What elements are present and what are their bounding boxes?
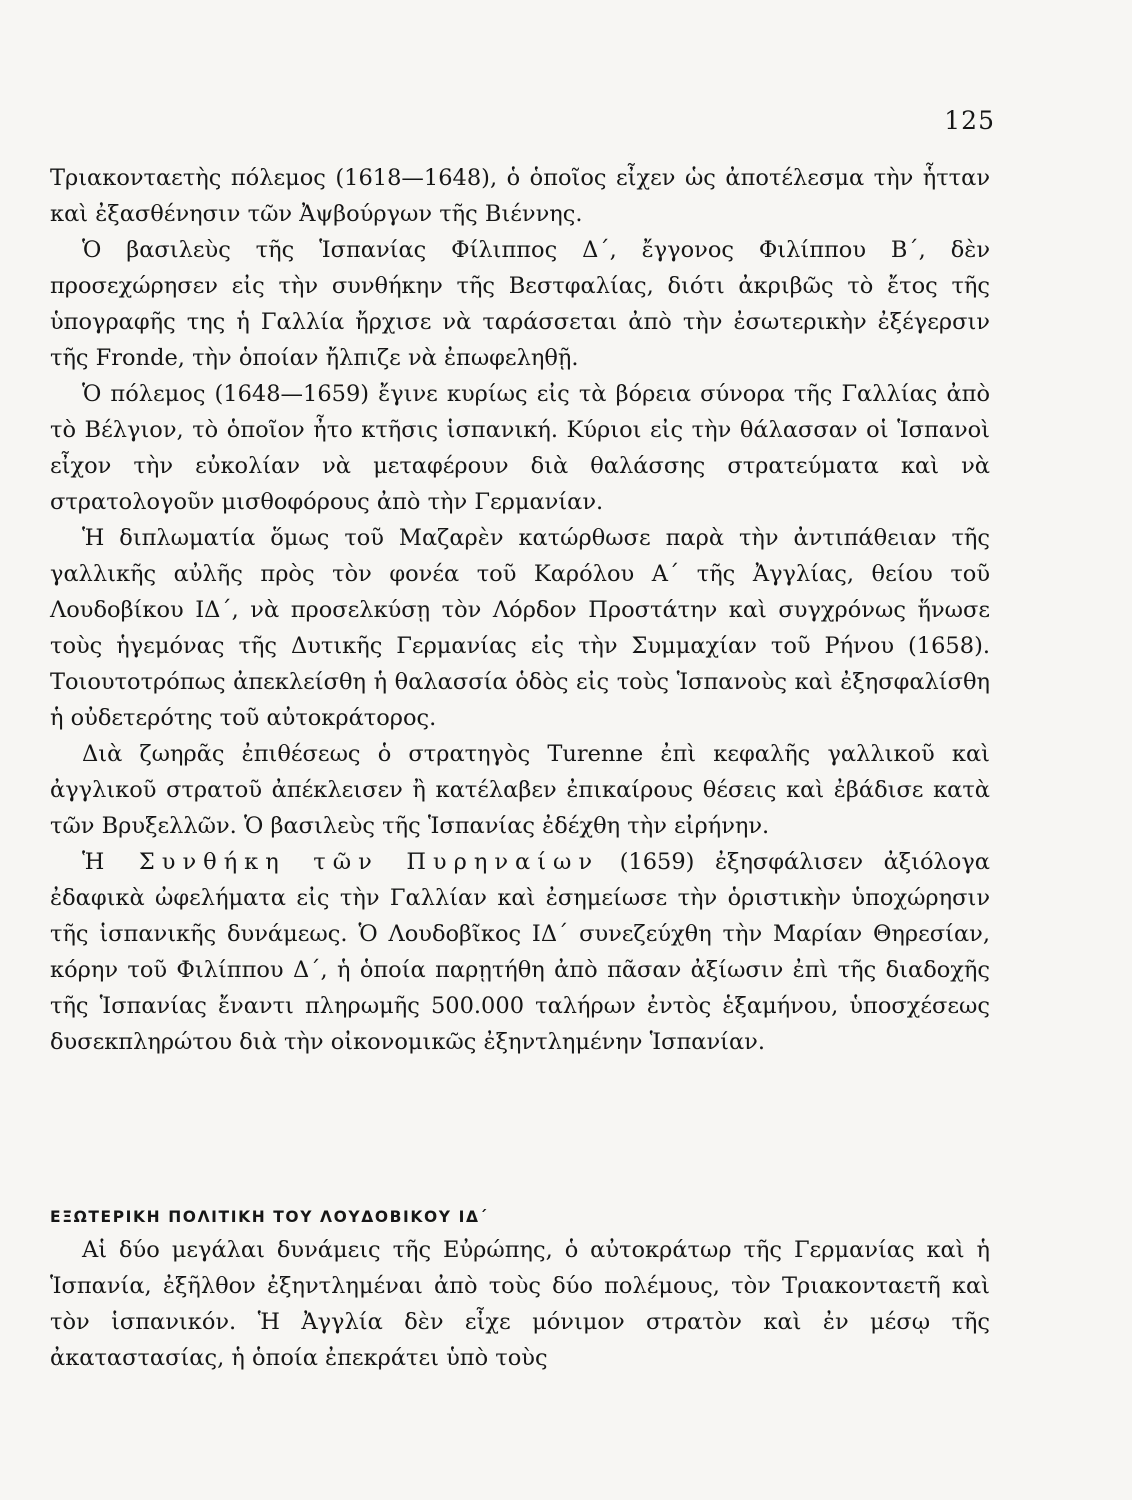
treaty-name: Ἡ Συνθήκη τῶν Πυρηναίων — [82, 849, 600, 875]
section-heading: ΕΞΩΤΕΡΙΚΗ ΠΟΛΙΤΙΚΗ ΤΟΥ ΛΟΥΔΟΒΙΚΟΥ ΙΔ΄ — [50, 1208, 488, 1226]
page-number: 125 — [944, 106, 995, 135]
body-text — [50, 160, 990, 1060]
paragraph-turenne: Διὰ ζωηρᾶς ἐπιθέσεως ὁ στρατηγὸς Turenne ἐπὶ κεφαλῆς γαλλικοῦ καὶ ἀγγλικοῦ στρατοῦ ἀπέκλεισεν ἢ κατέλαβεν ἐπικαίρους θέσεις καὶ ἐβάδισε κατὰ τῶν Βρυξελλῶν. Ὁ βασιλεὺς τῆς Ἱσπανίας ἐδέχθη τὴν εἰρήνην. — [50, 741, 990, 839]
paragraph-war-1648-1659: Ὁ πόλεμος (1648—1659) ἔγινε κυρίως εἰς τὰ βόρεια σύνορα τῆς Γαλλίας ἀπὸ τὸ Βέλγιον, τὸ ὁποῖον ἦτο κτῆσις ἱσπανική. Κύριοι εἰς τὴν θάλασσαν οἱ Ἱσπανοὶ εἶχον τὴν εὐκολίαν νὰ μεταφέρουν διὰ θαλάσσης στρατεύματα καὶ νὰ στρατολογοῦν μισθοφόρους ἀπὸ τὴν Γερμανίαν. — [50, 381, 990, 515]
treaty-text: (1659) ἐξησφάλισεν ἀξιόλογα ἐδαφικὰ ὠφελήματα εἰς τὴν Γαλλίαν καὶ ἐσημείωσε τὴν ὁριστικὴν ὑποχώρησιν τῆς ἱσπανικῆς δυνάμεως. Ὁ Λουδοβῖκος ΙΔ΄ συνεζεύχθη τὴν Μαρίαν Θηρεσίαν, κόρην τοῦ Φιλίππου Δ΄, ἡ ὁποία παρῃτήθη ἀπὸ πᾶσαν ἀξίωσιν ἐπὶ τῆς διαδοχῆς τῆς Ἱσπανίας ἔναντι πληρωμῆς 500.000 ταλήρων ἐντὸς ἑξαμήνου, ὑποσχέσεως δυσεκπληρώτου διὰ τὴν οἰκονομικῶς ἐξηντλημένην Ἱσπανίαν. — [50, 849, 990, 1055]
paragraph-mazarin-diplomacy: Ἡ διπλωματία ὅμως τοῦ Μαζαρὲν κατώρθωσε παρὰ τὴν ἀντιπάθειαν τῆς γαλλικῆς αὐλῆς πρὸς τὸν φονέα τοῦ Καρόλου Α΄ τῆς Ἀγγλίας, θείου τοῦ Λουδοβίκου ΙΔ΄, νὰ προσελκύσῃ τὸν Λόρδον Προστάτην καὶ συγχρόνως ἥνωσε τοὺς ἡγεμόνας τῆς Δυτικῆς Γερμανίας εἰς τὴν Συμμαχίαν τοῦ Ρήνου (1658). Τοιουτοτρόπως ἀπεκλείσθη ἡ θαλασσία ὁδὸς εἰς τοὺς Ἱσπανοὺς καὶ ἐξησφαλίσθη ἡ οὐδετερότης τοῦ αὐτοκράτορος. — [50, 525, 990, 731]
paragraph-continuation: Τριακονταετὴς πόλεμος (1618—1648), ὁ ὁποῖος εἶχεν ὡς ἀποτέλεσμα τὴν ἧτταν καὶ ἐξασθένησιν τῶν Ἀψβούργων τῆς Βιέννης. — [50, 165, 990, 227]
paragraph-treaty-pyrenees — [50, 844, 990, 1060]
section-body-text — [50, 1232, 990, 1376]
paragraph-foreign-policy: Αἱ δύο μεγάλαι δυνάμεις τῆς Εὐρώπης, ὁ αὐτοκράτωρ τῆς Γερμανίας καὶ ἡ Ἱσπανία, ἐξῆλθον ἐξηντλημέναι ἀπὸ τοὺς δύο πολέμους, τὸν Τριακονταετῆ καὶ τὸν ἱσπανικόν. Ἡ Ἀγγλία δὲν εἶχε μόνιμον στρατὸν καὶ ἐν μέσῳ τῆς ἀκαταστασίας, ἡ ὁποία ἐπεκράτει ὑπὸ τοὺς — [50, 1237, 990, 1371]
paragraph-philip-iv: Ὁ βασιλεὺς τῆς Ἱσπανίας Φίλιππος Δ΄, ἔγγονος Φιλίππου Β΄, δὲν προσεχώρησεν εἰς τὴν συνθήκην τῆς Βεστφαλίας, διότι ἀκριβῶς τὸ ἔτος τῆς ὑπογραφῆς της ἡ Γαλλία ἤρχισε νὰ ταράσσεται ἀπὸ τὴν ἐσωτερικὴν ἐξέγερσιν τῆς Fronde, τὴν ὁποίαν ἤλπιζε νὰ ἐπωφεληθῇ. — [50, 237, 990, 371]
